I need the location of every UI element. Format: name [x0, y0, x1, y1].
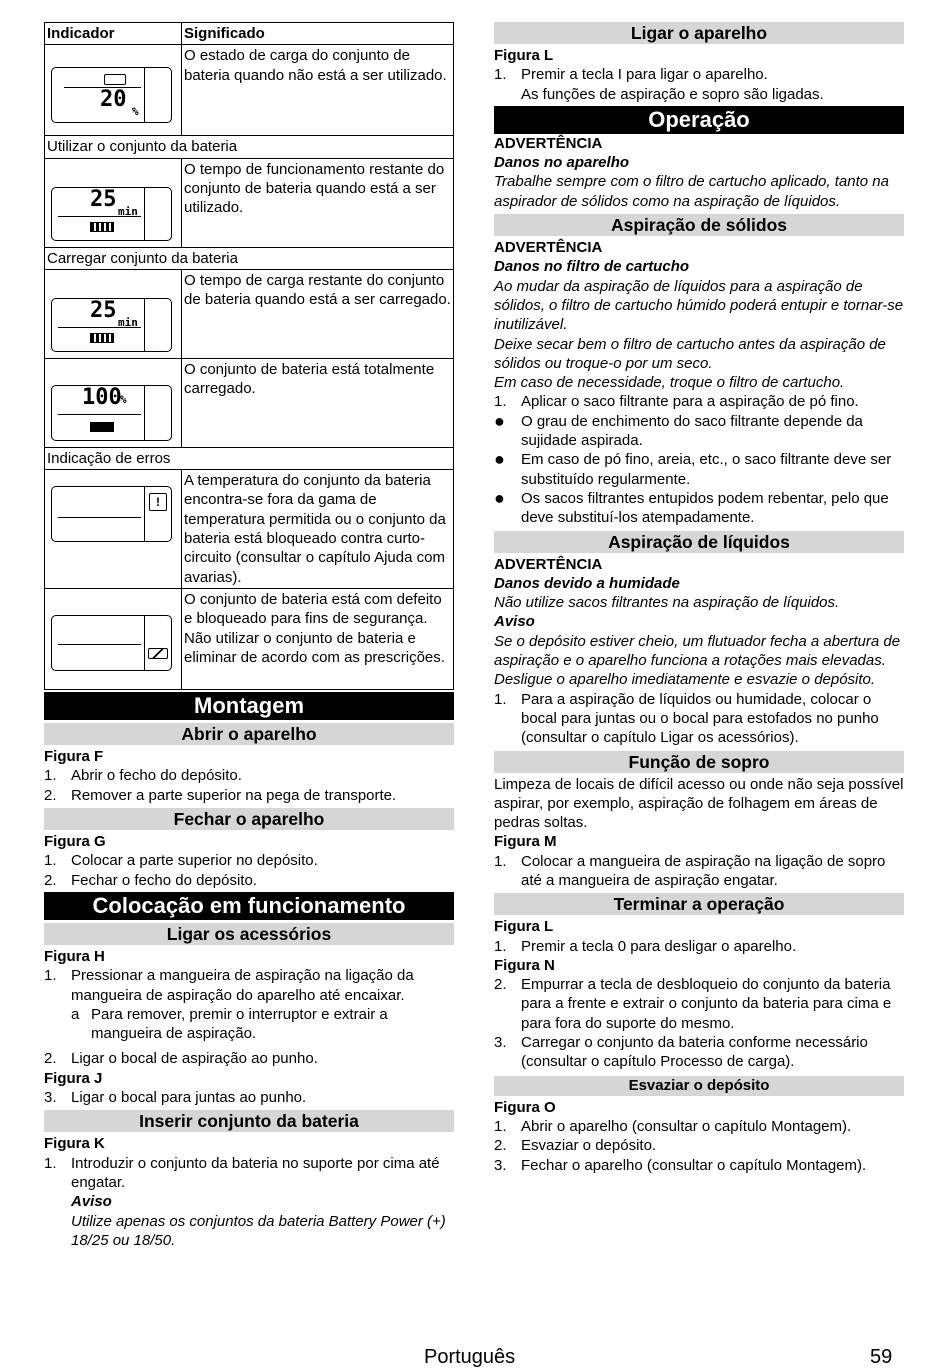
list-item: 1. Premir a tecla I para ligar o aparelho.: [494, 66, 768, 84]
heading-ligar: Ligar o aparelho: [494, 22, 904, 44]
warning-text: Em caso de necessidade, troque o filtro de cartucho.: [494, 374, 845, 392]
table-header-meaning: Significado: [182, 23, 454, 45]
lcd-value: 100: [82, 384, 122, 410]
warning-text: Ao mudar da aspiração de líquidos para a aspiração de sólidos, o filtro de cartucho húmido poderá entupir e tornar-se inutilizável.: [494, 277, 904, 334]
table-row: [45, 269, 454, 358]
list-item: 2. Empurrar a tecla de desbloqueio do conjunto da bateria para a frente e extrair o conjunto da bateria para cima e para fora do suporte do mesmo.: [494, 976, 892, 1032]
figure-label: Figura K: [44, 1135, 105, 1153]
battery-icon: [90, 333, 114, 343]
table-section-row: [45, 447, 454, 469]
lcd-display: [51, 67, 172, 123]
table-row: [45, 158, 454, 247]
table-row: [45, 45, 454, 136]
list-item: 1. Abrir o aparelho (consultar o capítulo Montagem).: [494, 1117, 852, 1135]
lcd-unit: min: [118, 315, 138, 329]
section-label: Indicação de erros: [45, 447, 454, 469]
note-label: Aviso: [71, 1193, 112, 1211]
note-text: Se o depósito estiver cheio, um flutuador fecha a abertura de aspiração e o aparelho funciona a rotações mais elevadas.: [494, 632, 901, 670]
paragraph: Limpeza de locais de difícil acesso ou onde não seja possível aspirar, por exemplo, aspiração de folhagem em áreas de pedras soltas.: [494, 775, 904, 832]
list-item: 1. Premir a tecla 0 para desligar o aparelho.: [494, 937, 797, 955]
warning-text: Não utilize sacos filtrantes na aspiração de líquidos.: [494, 594, 840, 612]
list-item: 1. Colocar a mangueira de aspiração na ligação de sopro até a mangueira de aspiração engatar.: [494, 852, 886, 889]
warning-heading: Danos no filtro de cartucho: [494, 258, 690, 276]
lcd-display: [51, 486, 172, 542]
section-operacao: Operação: [494, 106, 904, 134]
warning-heading: Danos no aparelho: [494, 154, 630, 172]
battery-icon: [104, 74, 126, 85]
lcd-value: 25: [90, 186, 117, 212]
lcd-unit: %: [132, 105, 139, 119]
thermometer-icon: !: [149, 493, 167, 511]
list-item: 3. Ligar o bocal para juntas ao punho.: [44, 1089, 307, 1107]
list-item: 2. Ligar o bocal de aspiração ao punho.: [44, 1050, 318, 1068]
list-item-continuation: As funções de aspiração e sopro são ligadas.: [521, 85, 824, 103]
heading-fechar: Fechar o aparelho: [44, 808, 454, 830]
note-text: Utilize apenas os conjuntos da bateria Battery Power (+) 18/25 ou 18/50.: [71, 1212, 446, 1249]
table-header-indicator: Indicador: [45, 23, 182, 45]
note-text: Desligue o aparelho imediatamente e esvazie o depósito.: [494, 671, 876, 689]
section-label: Carregar conjunto da bateria: [45, 247, 454, 269]
heading-liquidos: Aspiração de líquidos: [494, 531, 904, 553]
battery-full-icon: [90, 422, 114, 432]
table-section-row: [45, 247, 454, 269]
warning-text: Deixe secar bem o filtro de cartucho antes da aspiração de sólidos ou troque-o por um seco.: [494, 335, 886, 372]
list-item: 1. Introduzir o conjunto da bateria no suporte por cima até engatar.: [44, 1154, 440, 1191]
table-section-row: [45, 136, 454, 158]
section-colocacao: Colocação em funcionamento: [44, 892, 454, 920]
table-row: [45, 358, 454, 447]
warning-heading: Danos devido a humidade: [494, 574, 680, 592]
indicator-table: [44, 22, 454, 690]
footer-language: Português: [424, 1346, 516, 1368]
lcd-display: [51, 298, 172, 352]
figure-label: Figura O: [494, 1098, 556, 1116]
figure-label: Figura M: [494, 833, 557, 851]
meaning-text: O conjunto de bateria está totalmente carregado.: [182, 358, 454, 447]
figure-label: Figura N: [494, 956, 555, 974]
note-label: Aviso: [494, 613, 535, 631]
heading-abrir: Abrir o aparelho: [44, 723, 454, 745]
figure-label: Figura H: [44, 947, 105, 965]
bullet-item: ● Em caso de pó fino, areia, etc., o saco filtrante deve ser substituído regularmente.: [494, 449, 892, 488]
lcd-display: [51, 385, 172, 441]
heading-sopro: Função de sopro: [494, 751, 904, 773]
list-item: 1. Pressionar a mangueira de aspiração na ligação da mangueira de aspiração do aparelho até encaixar.: [44, 967, 414, 1004]
list-item: 2. Fechar o fecho do depósito.: [44, 871, 257, 889]
list-item: 3. Fechar o aparelho (consultar o capítulo Montagem).: [494, 1156, 867, 1174]
table-row: [45, 470, 454, 589]
list-item: 1. Colocar a parte superior no depósito.: [44, 852, 318, 870]
page-number: 59: [870, 1346, 893, 1368]
lcd-display: [51, 187, 172, 241]
lcd-unit: min: [118, 204, 138, 218]
heading-esvaziar: Esvaziar o depósito: [494, 1076, 904, 1096]
figure-label: Figura L: [494, 47, 554, 64]
meaning-text: O tempo de funcionamento restante do conjunto de bateria quando está a ser utilizado.: [182, 158, 454, 247]
section-montagem: Montagem: [44, 692, 454, 720]
warning-label: ADVERTÊNCIA: [494, 134, 603, 152]
list-item: 3. Carregar o conjunto da bateria conforme necessário (consultar o capítulo Processo de carga).: [494, 1034, 868, 1071]
bullet-item: ● O grau de enchimento do saco filtrante depende da sujidade aspirada.: [494, 410, 863, 450]
section-label: Utilizar o conjunto da bateria: [45, 136, 454, 158]
table-header-row: [45, 23, 454, 45]
table-row: [45, 589, 454, 690]
list-item: 2. Esvaziar o depósito.: [494, 1137, 657, 1155]
list-item: 1. Aplicar o saco filtrante para a aspiração de pó fino.: [494, 393, 859, 411]
figure-label: Figura L: [494, 918, 554, 936]
lcd-display: [51, 615, 172, 671]
meaning-text: O conjunto de bateria está com defeito e bloqueado para fins de segurança. Não utilizar o conjunto de bateria e eliminar de acordo com as prescrições.: [182, 589, 454, 690]
bullet-item: ● Os sacos filtrantes entupidos podem rebentar, pelo que deve substituí-los atempadamente.: [494, 487, 889, 527]
lcd-unit: %: [120, 392, 127, 406]
list-item: 1. Para a aspiração de líquidos ou humidade, colocar o bocal para juntas ou o bocal para estofados no punho (consultar o capítulo Ligar os acessórios).: [494, 690, 879, 747]
sub-list-item: a Para remover, premir o interruptor e extrair a mangueira de aspiração.: [71, 1005, 388, 1043]
right-column: [494, 22, 904, 1175]
warning-label: ADVERTÊNCIA: [494, 239, 603, 257]
heading-solidos: Aspiração de sólidos: [494, 214, 904, 236]
meaning-text: A temperatura do conjunto da bateria encontra-se fora da gama de temperatura permitida ou o conjunto da bateria está bloqueado contra curto-circuito (consultar o capítulo Ajuda com avarias).: [182, 470, 454, 589]
battery-fault-icon: [148, 648, 168, 659]
left-column: [44, 22, 454, 1250]
heading-terminar: Terminar a operação: [494, 893, 904, 915]
heading-acessorios: Ligar os acessórios: [44, 923, 454, 945]
lcd-value: 20: [100, 87, 127, 113]
heading-inserir: Inserir conjunto da bateria: [44, 1110, 454, 1132]
warning-label: ADVERTÊNCIA: [494, 555, 603, 573]
meaning-text: O estado de carga do conjunto de bateria quando não está a ser utilizado.: [182, 45, 454, 136]
figure-label: Figura F: [44, 748, 104, 766]
figure-label: Figura J: [44, 1069, 103, 1087]
battery-icon: [90, 222, 114, 232]
warning-text: Trabalhe sempre com o filtro de cartucho aplicado, tanto na aspirador de sólidos como na aspiração de líquidos.: [494, 173, 889, 210]
lcd-value: 25: [90, 297, 117, 323]
figure-label: Figura G: [44, 833, 106, 851]
list-item: 1. Abrir o fecho do depósito.: [44, 767, 242, 785]
list-item: 2. Remover a parte superior na pega de transporte.: [44, 786, 397, 804]
meaning-text: O tempo de carga restante do conjunto de bateria quando está a ser carregado.: [182, 269, 454, 358]
